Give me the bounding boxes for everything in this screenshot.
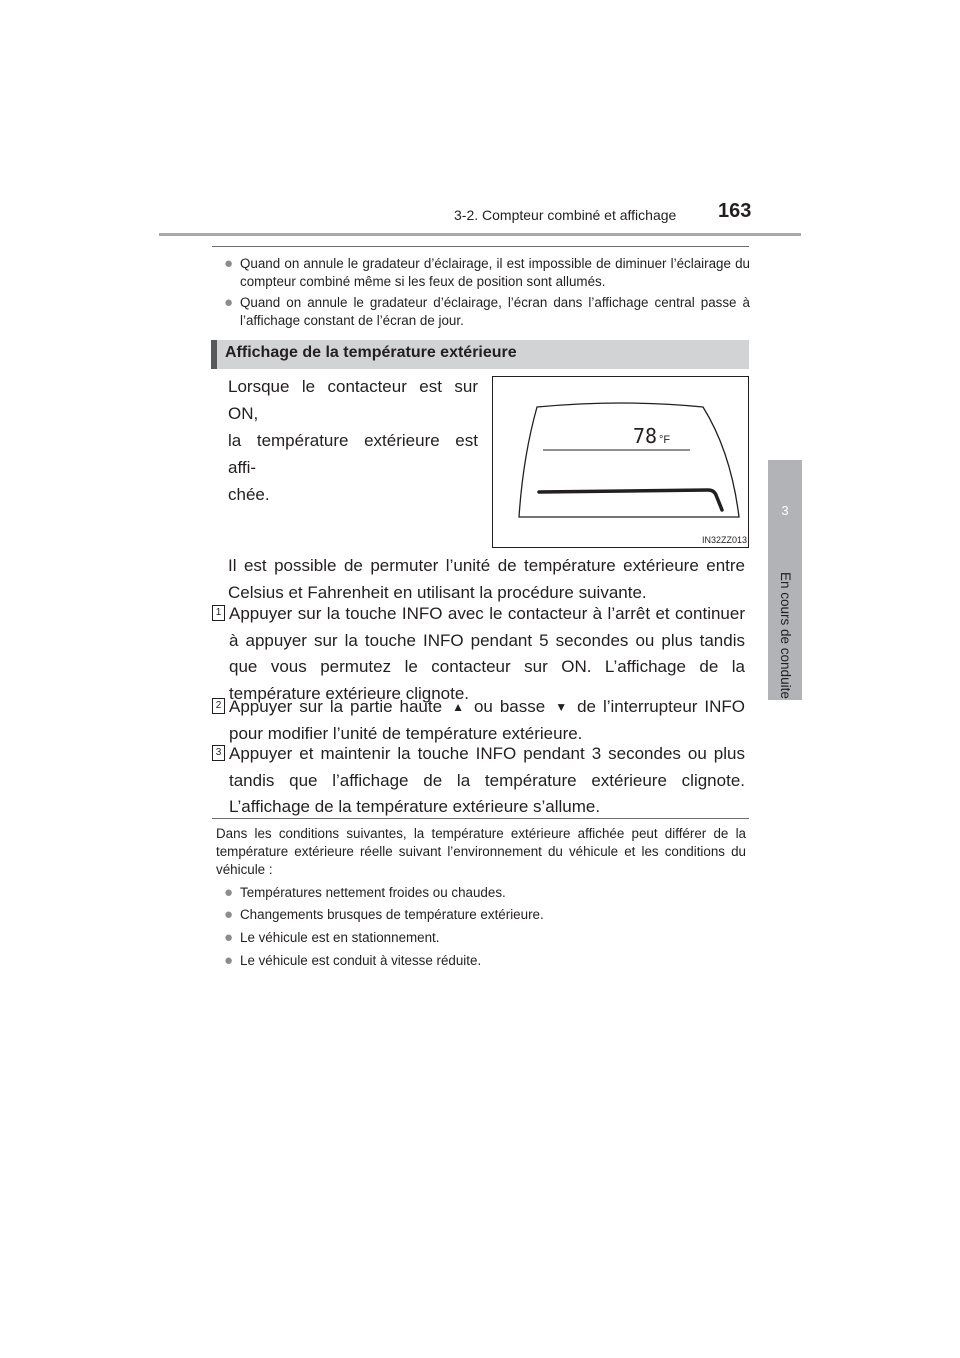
body-paragraph: Il est possible de permuter l’unité de température extérieure entre Celsius et Fahrenheit en utilisant la procédure suivante. (228, 556, 745, 602)
step-3-number: 3 (212, 745, 225, 761)
top-bullet-2-text: Quand on annule le gradateur d’éclairage, l’écran dans l’affichage central passe à l’affichage constant de l’écran de jour. (240, 295, 750, 328)
up-arrow-icon: ▲ (452, 700, 464, 715)
step-1-number: 1 (212, 605, 225, 621)
step-3 (212, 741, 745, 821)
temperature-value: 78 (633, 424, 658, 448)
step-2-text-b: ou basse (473, 697, 546, 716)
figure-code: IN32ZZ013 (702, 535, 748, 545)
top-bullet-1-text: Quand on annule le gradateur d’éclairage, il est impossible de diminuer l’éclairage du compteur combiné même si les feux de position sont allumés. (240, 256, 750, 289)
info-bullet-1-text: Températures nettement froides ou chaudes. (240, 885, 506, 900)
section-heading: Affichage de la température extérieure (225, 344, 517, 361)
bullet-icon: ● (224, 906, 234, 923)
intro-line-2: la température extérieure est affi- (228, 431, 478, 477)
header-divider (159, 233, 801, 236)
step-2 (212, 694, 745, 747)
info-paragraph: Dans les conditions suivantes, la température extérieure affichée peut différer de la température extérieure réelle suivant l’environnement du véhicule et les conditions du véhicule : (216, 826, 746, 877)
info-bullet-4-text: Le véhicule est conduit à vitesse réduite. (240, 953, 482, 968)
step-1 (212, 601, 745, 707)
cluster-display-figure (492, 376, 749, 548)
bullet-icon: ● (224, 929, 234, 946)
info-bullet-2-text: Changements brusques de température extérieure. (240, 907, 544, 922)
section-title: 3-2. Compteur combiné et affichage (454, 207, 677, 223)
cluster-display-illustration (493, 377, 748, 547)
info-bullet-3 (224, 929, 750, 947)
top-bullet-1 (224, 255, 750, 291)
chapter-label (773, 572, 797, 699)
intro-line-3: chée. (228, 485, 270, 504)
bullet-icon: ● (224, 294, 234, 311)
temperature-unit: °F (659, 434, 671, 446)
info-bullet-2 (224, 906, 750, 924)
section-header-accent (211, 340, 217, 369)
down-arrow-icon: ▼ (555, 700, 568, 715)
info-bullet-1 (224, 884, 750, 902)
page-number: 163 (718, 200, 752, 222)
step-2-number: 2 (212, 698, 225, 714)
step-2-text-c: de l’interrupteur INFO pour modifier l’unité de température extérieure. (229, 697, 745, 743)
step-2-text-a: Appuyer sur la partie haute (229, 697, 443, 716)
info-bullet-3-text: Le véhicule est en stationnement. (240, 930, 440, 945)
top-divider (212, 246, 749, 247)
top-bullet-2 (224, 294, 750, 330)
bullet-icon: ● (224, 884, 234, 901)
bullet-icon: ● (224, 952, 234, 969)
info-bullet-4 (224, 952, 750, 970)
intro-line-1: Lorsque le contacteur est sur ON, (228, 377, 478, 423)
intro-text (228, 373, 478, 508)
bullet-icon: ● (224, 255, 234, 272)
step-1-text: Appuyer sur la touche INFO avec le contacteur à l’arrêt et continuer à appuyer sur la touche INFO pendant 5 secondes ou plus tandis que vous permutez le contacteur sur ON. L’affichage de la température extérieure clignote. (229, 604, 745, 703)
info-divider (212, 818, 749, 819)
step-2-text (229, 694, 745, 747)
step-3-text: Appuyer et maintenir la touche INFO pendant 3 secondes ou plus tandis que l’affichage de la température extérieure clignote. L’affichage de la température extérieure s’allume. (229, 744, 745, 816)
chapter-number: 3 (781, 503, 789, 518)
chapter-label-text: En cours de conduite (778, 572, 793, 699)
